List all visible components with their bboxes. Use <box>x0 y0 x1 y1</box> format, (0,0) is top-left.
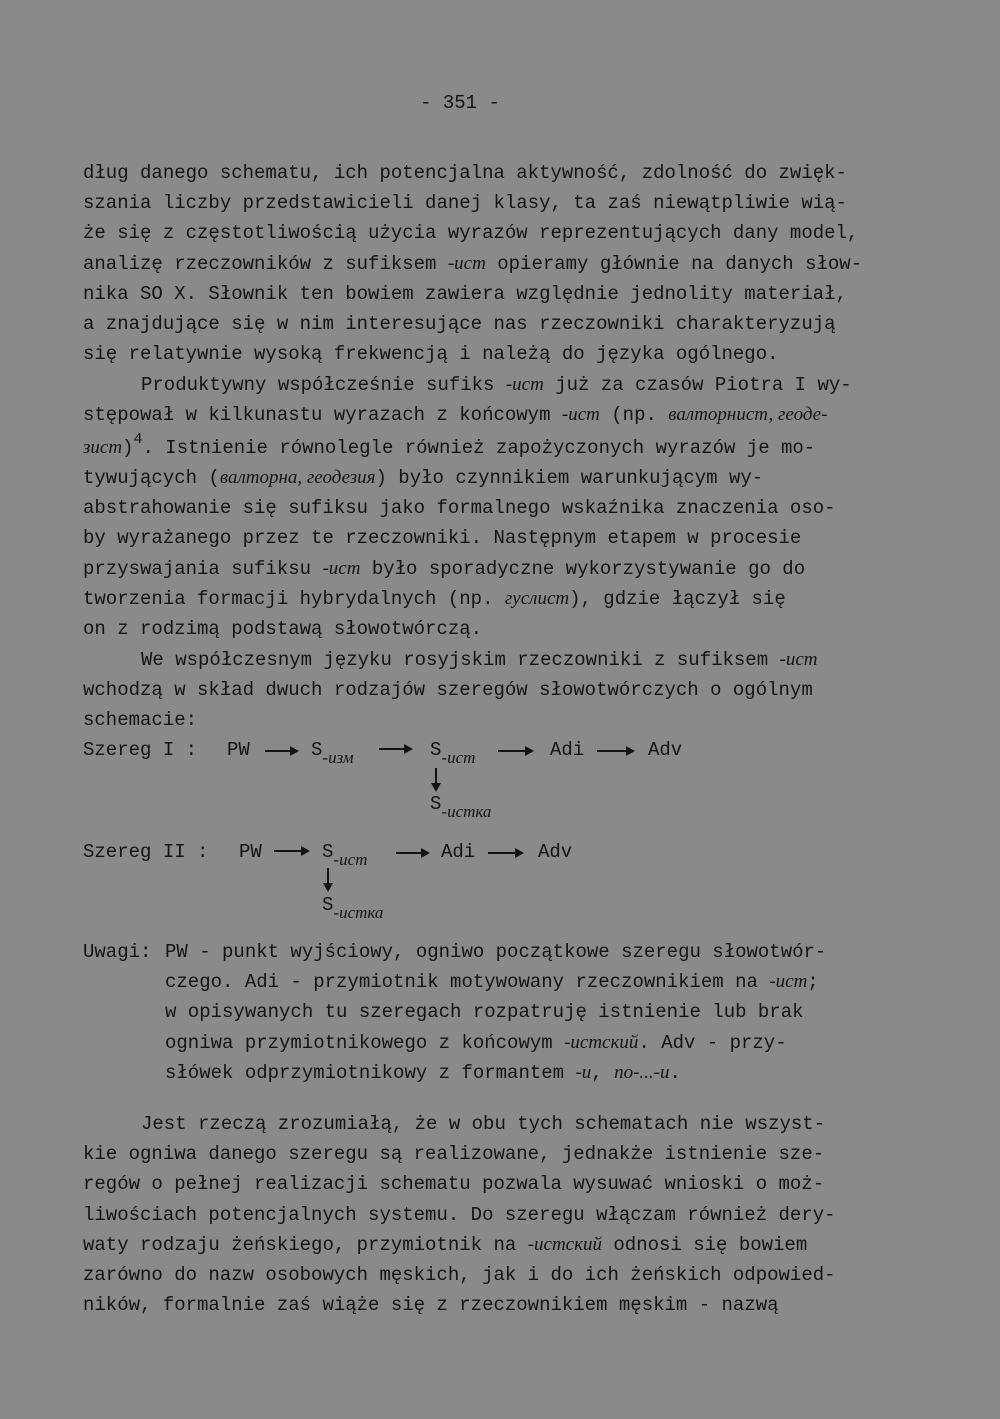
series-2-arrow-3 <box>488 852 522 854</box>
series-2-arrow-2 <box>396 852 428 854</box>
series-2-label: Szereg II : <box>83 841 209 863</box>
text-line: a znajdujące się w nim interesujące nas rzeczowniki charakteryzują <box>83 313 836 335</box>
text-line: by wyrażanego przez te rzeczowniki. Następnym etapem w procesie <box>83 527 802 549</box>
text-line: dług danego schematu, ich potencjalna aktywność, zdolność do zwięk- <box>83 162 847 184</box>
note-line: czego. Adi - przymiotnik motywowany rzeczownikiem na -ист; <box>165 971 819 993</box>
series-1-arrow-1 <box>265 750 297 752</box>
series-2-adv: Adv <box>538 841 573 863</box>
text-line: зист)$^4$. Istnienie równolegle również zapożyczonych wyrazów je mo- <box>83 430 816 459</box>
series-2-adi: Adi <box>441 841 476 863</box>
series-1-arrow-2 <box>379 748 411 750</box>
text-line: regów o pełnej realizacji schematu pozwala wysuwać wnioski o moż- <box>83 1173 825 1195</box>
page-number: - 351 - <box>420 92 500 114</box>
text-line: tywujących (валторна, геодезия) było czynnikiem warunkującym wy- <box>83 467 764 489</box>
series-1-label: Szereg I : <box>83 739 198 761</box>
text-line: on z rodzimą podstawą słowotwórczą. <box>83 618 483 640</box>
series-1-adi: Adi <box>550 739 585 761</box>
footnote-ref: 4 <box>133 430 143 448</box>
series-1-down-arrow <box>435 768 437 790</box>
text-line: nika SO X. Słownik ten bowiem zawiera względnie jednolity materiał, <box>83 283 847 305</box>
text-line: liwościach potencjalnych systemu. Do szeregu włączam również dery- <box>83 1204 836 1226</box>
series-2-arrow-1 <box>274 850 308 852</box>
text-line: szania liczby przedstawicieli danej klasy, ta zaś niewątpliwie wią- <box>83 192 847 214</box>
note-line: w opisywanych tu szeregach rozpatruję istnienie lub brak <box>165 1001 804 1023</box>
text-line: przyswajania sufiksu -ист było sporadyczne wykorzystywanie go do <box>83 558 806 580</box>
series-1-s2: S-ист <box>430 739 476 767</box>
text-line: Produktywny współcześnie sufiks -ист już za czasów Piotra I wy- <box>141 374 852 396</box>
series-1-arrow-3 <box>498 750 532 752</box>
series-2-s2: S-истка <box>322 894 384 922</box>
series-2-s1: S-ист <box>322 841 368 869</box>
text-line: ników, formalnie zaś wiąże się z rzeczownikiem męskim - nazwą <box>83 1294 779 1316</box>
text-line: tworzenia formacji hybrydalnych (np. гуслист), gdzie łączył się <box>83 588 786 610</box>
notes-label: Uwagi: <box>83 941 152 963</box>
series-1-adv: Adv <box>648 739 683 761</box>
text-line: Jest rzeczą zrozumiałą, że w obu tych schematach nie wszyst- <box>141 1113 826 1135</box>
note-line: ogniwa przymiotnikowego z końcowym -истский. Adv - przy- <box>165 1032 787 1054</box>
note-line: słówek odprzymiotnikowy z formantem -и, по-...-и. <box>165 1062 681 1084</box>
text-line: abstrahowanie się sufiksu jako formalnego wskaźnika znaczenia oso- <box>83 497 836 519</box>
text-line: że się z częstotliwością użycia wyrazów reprezentujących dany model, <box>83 222 859 244</box>
text-line: stępował w kilkunastu wyrazach z końcowym -ист (np. валторнист, геоде- <box>83 404 828 426</box>
series-2-pw: PW <box>239 841 262 863</box>
series-1-s1: S-изм <box>311 739 354 767</box>
series-2-down-arrow <box>327 868 329 890</box>
text-line: analizę rzeczowników z sufiksem -ист opieramy głównie na danych słow- <box>83 253 863 275</box>
text-line: się relatywnie wysoką frekwencją i należą do języka ogólnego. <box>83 343 779 365</box>
text-line: We współczesnym języku rosyjskim rzeczowniki z sufiksem -ист <box>141 649 818 671</box>
text-line: kie ogniwa danego szeregu są realizowane, jednakże istnienie sze- <box>83 1143 825 1165</box>
series-1-s3: S-истка <box>430 793 492 821</box>
series-1-arrow-4 <box>597 750 633 752</box>
text-line: wchodzą w skład dwuch rodzajów szeregów słowotwórczych o ogólnym <box>83 679 813 701</box>
series-1-pw: PW <box>227 739 250 761</box>
note-line: PW - punkt wyjściowy, ogniwo początkowe szeregu słowotwór- <box>165 941 827 963</box>
text-line: schemacie: <box>83 709 198 731</box>
text-line: waty rodzaju żeńskiego, przymiotnik na -истский odnosi się bowiem <box>83 1234 808 1256</box>
text-line: zarówno do nazw osobowych męskich, jak i do ich żeńskich odpowied- <box>83 1264 836 1286</box>
